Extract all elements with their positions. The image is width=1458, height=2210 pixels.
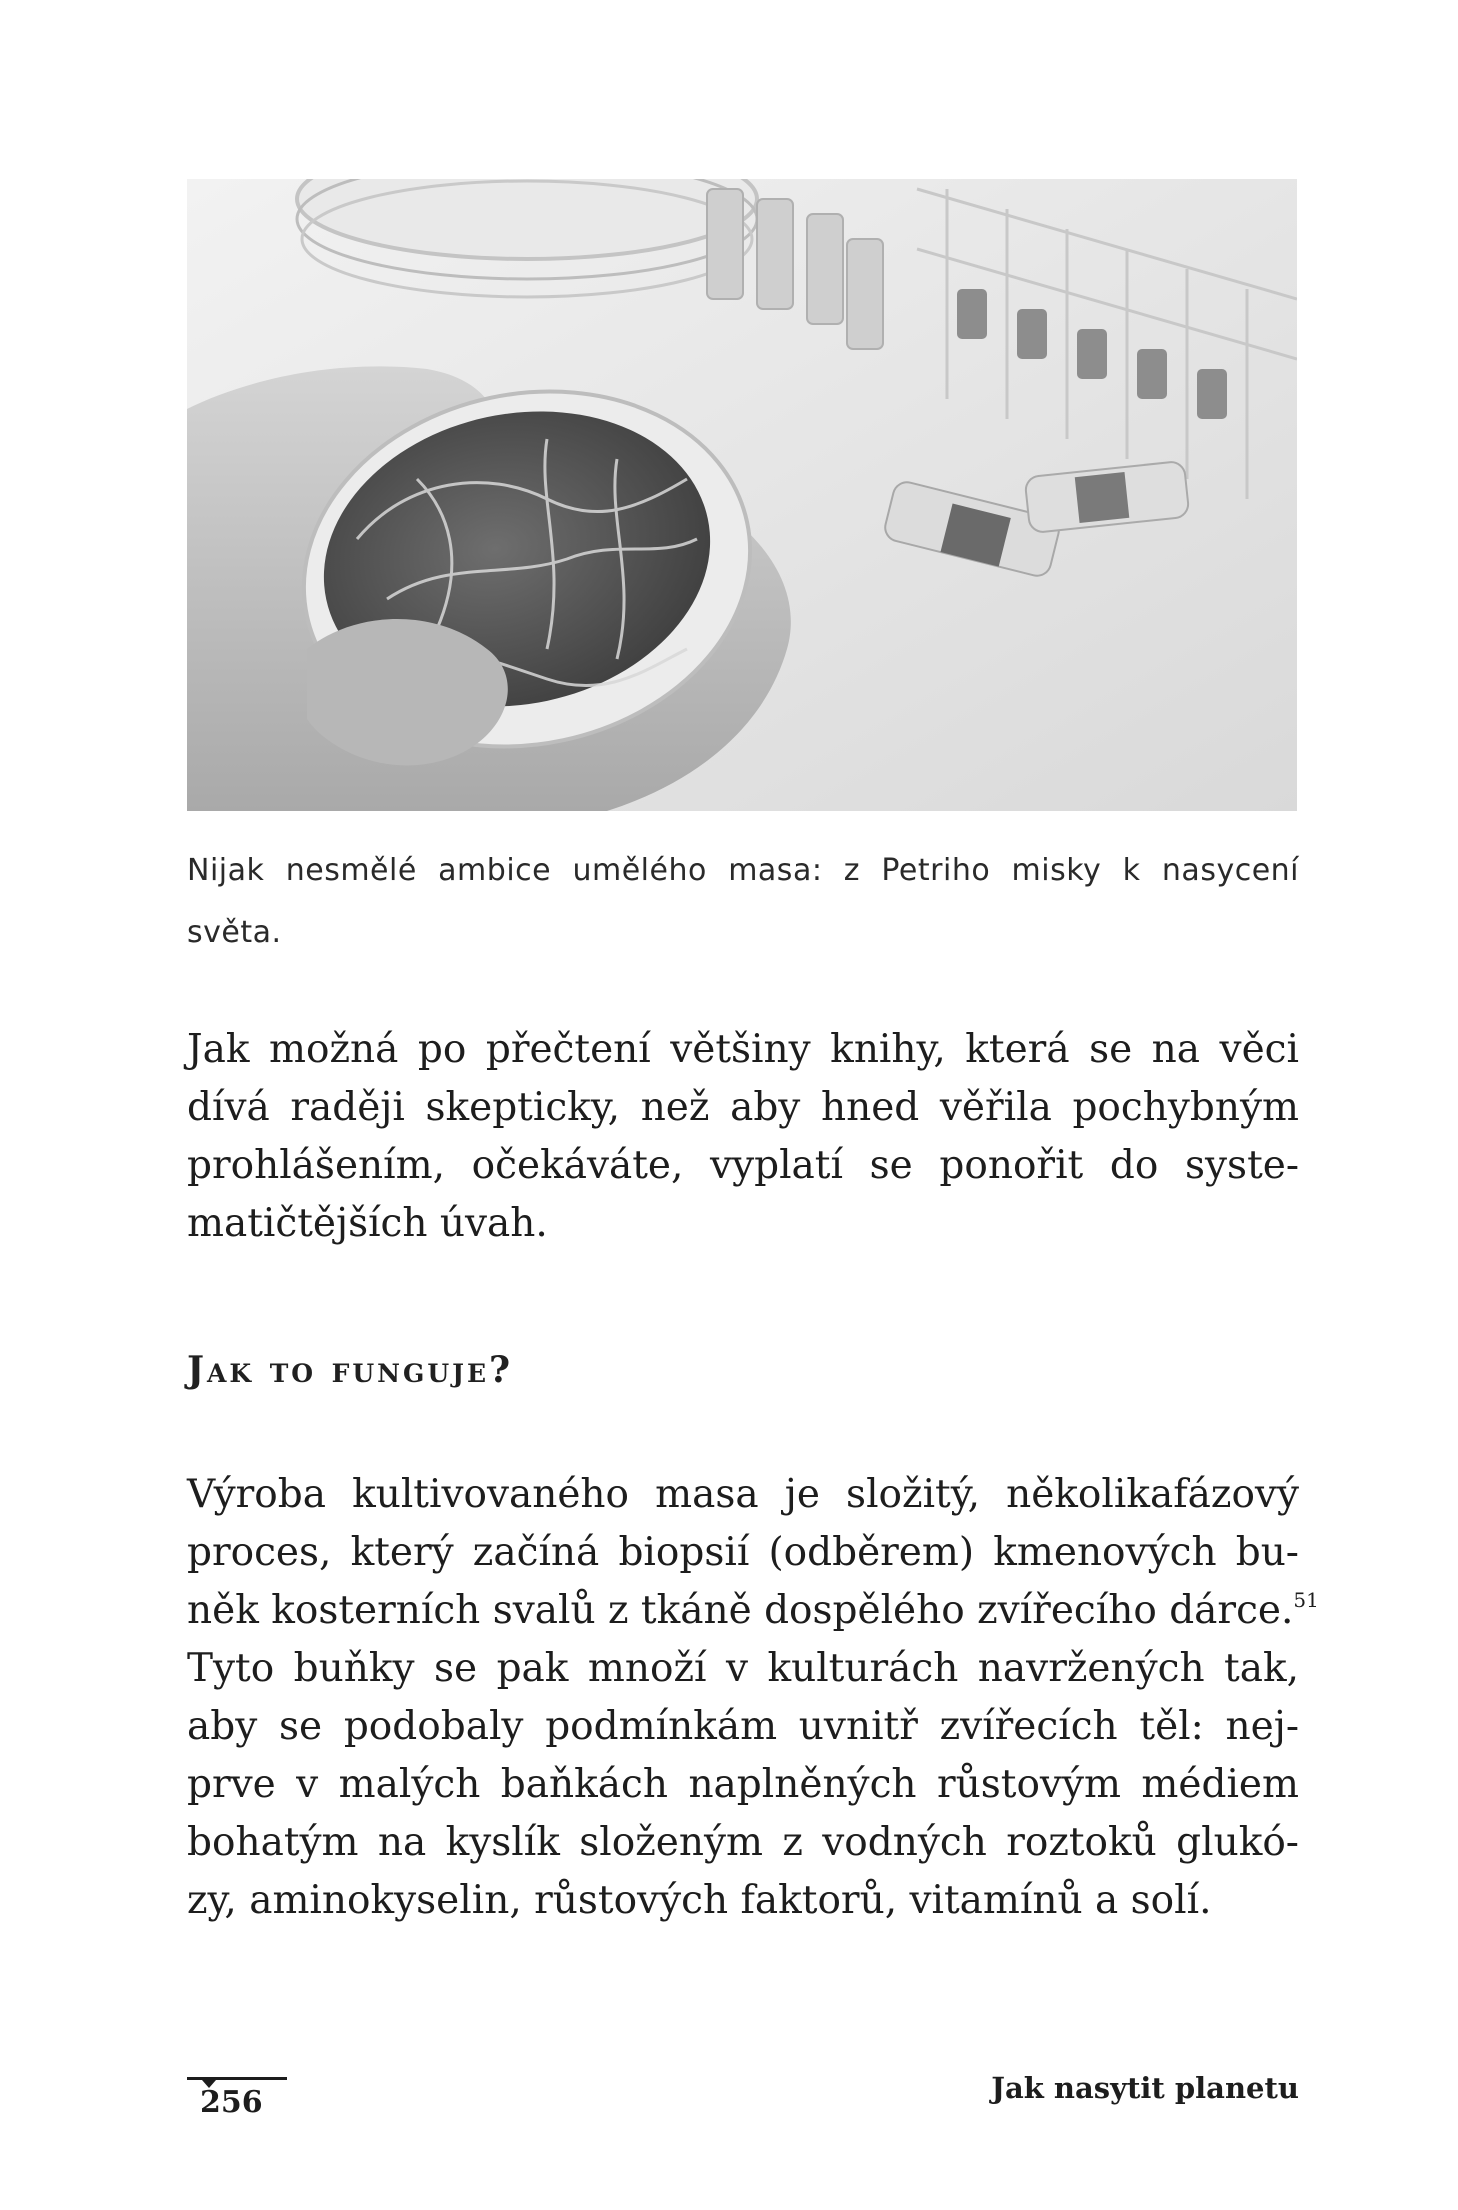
running-title: Jak nasytit planetu — [991, 2071, 1299, 2105]
paragraph-line: Jak možná po přečtení většiny knihy, která se na věci — [187, 1027, 1299, 1072]
paragraph-line: proces, který začíná biopsií (odběrem) kmenových bu- — [187, 1530, 1299, 1575]
paragraph-line: Tyto buňky se pak množí v kulturách navržených tak, — [187, 1646, 1299, 1691]
paragraph-line: dívá raději skepticky, než aby hned věřila pochybným — [187, 1085, 1299, 1130]
paragraph-line: bohatým na kyslík složeným z vodných roztoků glukó- — [187, 1820, 1299, 1865]
paragraph-line-text: něk kosterních svalů z tkáně dospělého zvířecího dárce. — [187, 1588, 1294, 1633]
paragraph-line: prohlášením, očekáváte, vyplatí se ponořit do syste- — [187, 1143, 1299, 1188]
section-heading: Jak to funguje? — [187, 1349, 514, 1391]
photo-icon — [187, 179, 1297, 811]
page-number: 256 — [200, 2085, 263, 2120]
paragraph-line: matičtějších úvah. — [187, 1201, 548, 1246]
paragraph-line: aby se podobaly podmínkám uvnitř zvířecích těl: nej- — [187, 1704, 1299, 1749]
paragraph-line: prve v malých baňkách naplněných růstovým médiem — [187, 1762, 1299, 1807]
paragraph-line-with-footnote — [187, 1582, 1319, 1640]
figure-caption: Nijak nesmělé ambice umělého masa: z Petriho misky k nasycení světa. — [187, 853, 1299, 950]
paragraph-intro — [187, 1021, 1299, 1253]
lab-meat-photo — [187, 179, 1297, 811]
paragraph-line: Výroba kultivovaného masa je složitý, několikafázový — [187, 1472, 1299, 1517]
paragraph-process — [187, 1466, 1319, 1930]
footnote-reference[interactable]: 51 — [1293, 1588, 1319, 1612]
paragraph-line: zy, aminokyselin, růstových faktorů, vitamínů a solí. — [187, 1878, 1212, 1923]
